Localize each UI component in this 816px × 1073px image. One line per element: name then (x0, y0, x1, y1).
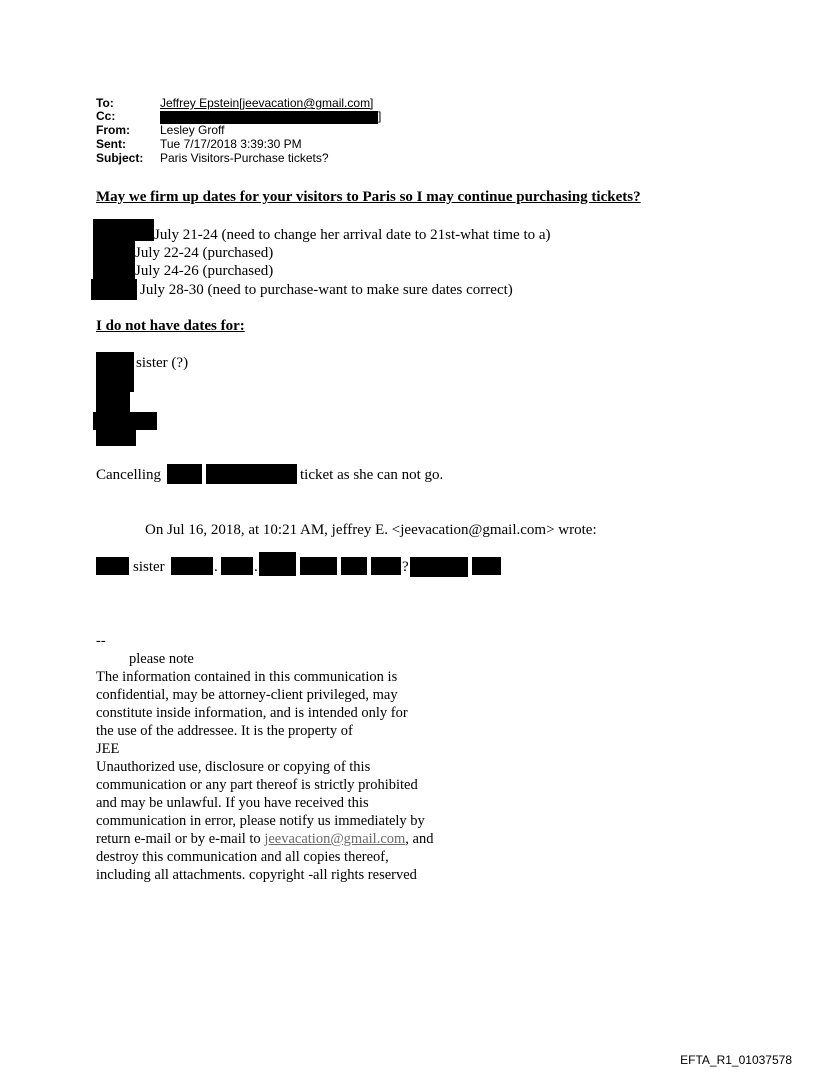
subject-value: Paris Visitors-Purchase tickets? (160, 151, 329, 165)
subject-label: Subject: (96, 151, 144, 165)
quote-redaction-9 (472, 557, 501, 575)
quote-redaction-6 (341, 557, 367, 575)
date-line-2: July 22-24 (purchased) (135, 245, 274, 261)
name-redaction-1 (93, 219, 154, 241)
disclaimer-line: including all attachments. copyright -all rights reserved (96, 867, 417, 883)
email-link[interactable]: jeevacation@gmail.com (264, 831, 406, 847)
quote-redaction-5 (300, 557, 337, 575)
disclaimer-line: communication or any part thereof is strictly prohibited (96, 777, 418, 793)
quote-dot-1: . (214, 559, 218, 575)
to-label: To: (96, 96, 114, 110)
question-heading: May we firm up dates for your visitors to Paris so I may continue purchasing tickets? (96, 189, 641, 205)
name-redaction-3 (93, 260, 135, 279)
from-label: From: (96, 123, 130, 137)
disclaimer-line: Unauthorized use, disclosure or copying of this (96, 759, 371, 775)
disclaimer-line: destroy this communication and all copies thereof, (96, 849, 389, 865)
cc-label: Cc: (96, 109, 116, 123)
date-line-3: July 24-26 (purchased) (135, 263, 274, 279)
return-suffix: , and (405, 831, 434, 847)
sister-line: sister (?) (136, 355, 189, 371)
redaction-block-1 (96, 352, 134, 372)
disclaimer-return-line (96, 830, 433, 848)
quote-redaction-1 (96, 557, 129, 575)
quote-intro: On Jul 16, 2018, at 10:21 AM, jeffrey E. <jeevacation@gmail.com> wrote: (145, 522, 597, 538)
redaction-block-4 (93, 412, 157, 430)
name-redaction-4 (91, 279, 137, 300)
date-line-4: July 28-30 (need to purchase-want to make sure dates correct) (140, 282, 513, 298)
cc-bracket: ] (378, 109, 382, 123)
cancel-suffix: ticket as she can not go. (300, 467, 444, 483)
disclaimer-line: The information contained in this communication is (96, 669, 398, 685)
disclaimer-line: the use of the addressee. It is the property of (96, 723, 353, 739)
signature-dashes: -- (96, 633, 106, 649)
quote-redaction-2 (171, 557, 213, 575)
redaction-block-2 (96, 372, 134, 392)
quote-sister: sister (133, 559, 165, 575)
disclaimer-line: constitute inside information, and is intended only for (96, 705, 408, 721)
redaction-block-5 (96, 430, 136, 446)
name-redaction-2 (93, 241, 135, 260)
to-value[interactable]: Jeffrey Epstein[jeevacation@gmail.com] (160, 96, 374, 110)
please-note: please note (129, 651, 194, 667)
disclaimer-line: confidential, may be attorney-client privileged, may (96, 687, 398, 703)
disclaimer-line: and may be unlawful. If you have received this (96, 795, 369, 811)
sent-label: Sent: (96, 137, 126, 151)
cancel-prefix: Cancelling (96, 467, 161, 483)
date-line-1: July 21-24 (need to change her arrival date to 21st-what time to a) (154, 227, 551, 243)
from-value: Lesley Groff (160, 123, 225, 137)
disclaimer-line: JEE (96, 741, 120, 757)
quote-dot-2: . (254, 559, 258, 575)
quote-question: ? (402, 559, 409, 575)
quote-redaction-7 (371, 557, 401, 575)
quote-redaction-8 (410, 557, 468, 577)
return-prefix: return e-mail or by e-mail to (96, 831, 265, 847)
sent-value: Tue 7/17/2018 3:39:30 PM (160, 137, 302, 151)
no-dates-heading: I do not have dates for: (96, 318, 245, 334)
cancel-redaction-1 (167, 464, 202, 484)
quote-redaction-3 (221, 557, 253, 575)
quote-redaction-4 (259, 552, 296, 576)
disclaimer-line: communication in error, please notify us immediately by (96, 813, 425, 829)
redaction-block-3 (96, 392, 130, 412)
bates-stamp: EFTA_R1_01037578 (680, 1053, 792, 1067)
cancel-redaction-2 (206, 464, 297, 484)
